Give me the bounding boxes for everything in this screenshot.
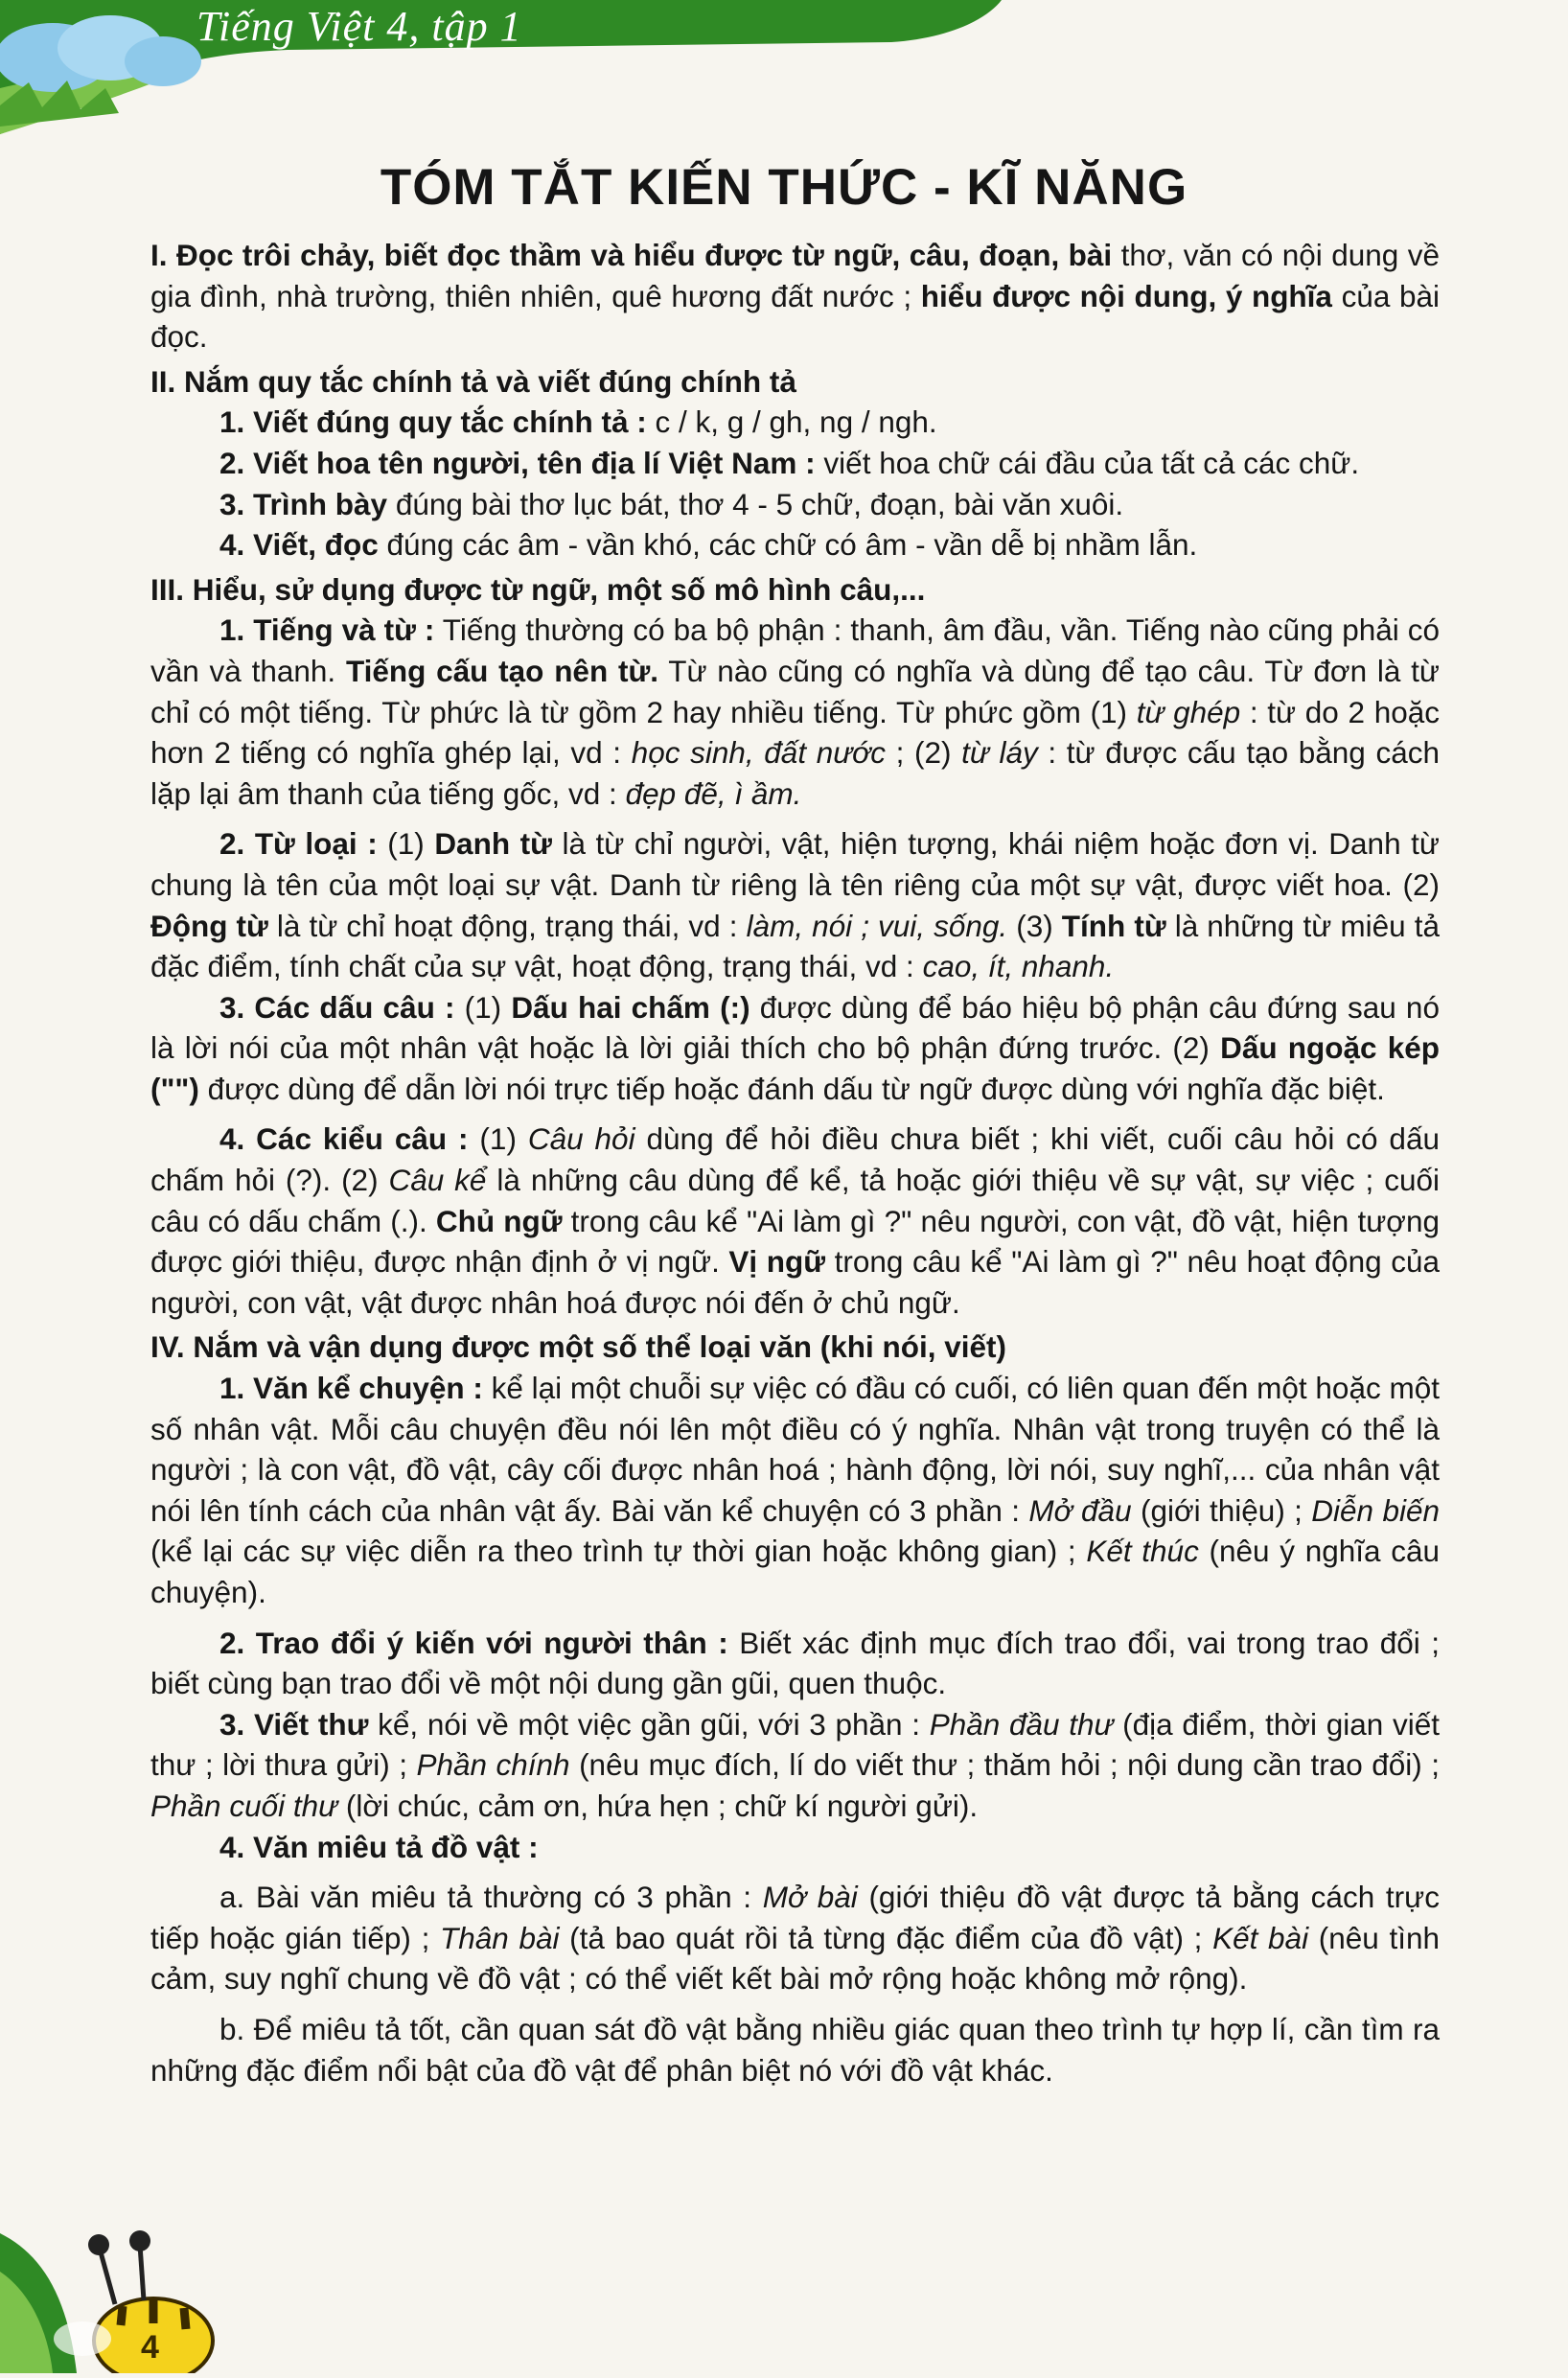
sec4-p5-text: a. Bài văn miêu tả thường có 3 phần : bbox=[219, 1880, 763, 1915]
sec3-p3-text: được dùng để dẫn lời nói trực tiếp hoặc đánh dấu từ ngữ được dùng với nghĩa đặc biệt. bbox=[198, 1071, 1385, 1106]
sec3-p2-italic: cao, ít, nhanh. bbox=[922, 949, 1115, 984]
sec3-p4-italic: Câu hỏi bbox=[527, 1121, 635, 1157]
sec3-p2-bold: Danh từ bbox=[434, 826, 552, 862]
sec4-p3-label: 3. Viết thư bbox=[219, 1706, 369, 1742]
sec3-p1-italic: từ láy bbox=[961, 735, 1038, 771]
sec3-p4-italic: Câu kể bbox=[388, 1163, 487, 1198]
sec3-p4-label: 4. Các kiểu câu : bbox=[219, 1121, 469, 1157]
sec3-p3-bold: Dấu ngoặc kép ("") bbox=[150, 1030, 1440, 1106]
sec4-p5-italic: Kết bài bbox=[1212, 1920, 1309, 1955]
sec3-p2-label: 2. Từ loại : bbox=[219, 826, 378, 862]
sec3-p3-bold: Dấu hai chấm (:) bbox=[511, 989, 750, 1025]
sec4-p1-text: (kể lại các sự việc diễn ra theo trình tự thời gian hoặc không gian) ; bbox=[150, 1534, 1087, 1569]
sec4-p3-text: (địa điểm, thời gian viết thư ; lời thưa gửi) ; bbox=[150, 1706, 1440, 1783]
sec4-p1-text: (nêu ý nghĩa câu chuyện). bbox=[150, 1534, 1440, 1609]
sec4-para-4 bbox=[150, 1827, 1440, 1868]
sec3-p4-bold: Chủ ngữ bbox=[435, 1203, 563, 1238]
sec2-item-2 bbox=[150, 443, 1440, 484]
sec2-i4-text: đúng các âm - vần khó, các chữ có âm - vần dễ bị nhầm lẫn. bbox=[378, 527, 1198, 563]
sec3-p4-text: trong câu kể "Ai làm gì ?" nêu người, con vật, đồ vật, hiện tượng được giới thiệu, được nhận định ở vị ngữ. bbox=[150, 1203, 1440, 1280]
sec3-para-1 bbox=[150, 610, 1440, 814]
sec1-text-d: của bài đọc. bbox=[150, 278, 1440, 355]
sec3-p1-text: Tiếng thường có ba bộ phận : thanh, âm đầu, vần. Tiếng nào cũng phải có vần và thanh. bbox=[150, 612, 1440, 688]
sec3-p4-text: (1) bbox=[468, 1121, 528, 1157]
page-title: TÓM TẮT KIẾN THỨC - KĨ NĂNG bbox=[380, 159, 1188, 216]
sec3-p4-text: trong câu kể "Ai làm gì ?" nêu hoạt động của người, con vật, vật được nhân hoá được nói đến ở chủ ngữ. bbox=[150, 1244, 1440, 1320]
sec3-p1-bold: Tiếng cấu tạo nên từ. bbox=[345, 653, 659, 688]
sec4-p5-italic: Mở bài bbox=[762, 1880, 858, 1915]
page-number: 4 bbox=[141, 2329, 159, 2366]
sec4-para-1 bbox=[150, 1368, 1440, 1613]
sec4-p3-text: (lời chúc, cảm ơn, hứa hẹn ; chữ kí người gửi). bbox=[337, 1788, 979, 1823]
sec3-p1-italic: học sinh, đất nước bbox=[631, 735, 886, 771]
sec3-p4-bold: Vị ngữ bbox=[728, 1244, 826, 1280]
sec3-p1-italic: đẹp đẽ, ì ầm. bbox=[625, 775, 802, 811]
sec3-p1-label: 1. Tiếng và từ : bbox=[219, 612, 435, 648]
sec3-p2-text: là những từ miêu tả đặc điểm, tính chất của sự vật, hoạt động, trạng thái, vd : bbox=[150, 908, 1440, 984]
sec3-p1-italic: từ ghép bbox=[1136, 694, 1241, 729]
sec4-p1-text: (giới thiệu) ; bbox=[1131, 1492, 1312, 1528]
sec4-p5-italic: Thân bài bbox=[440, 1920, 560, 1955]
sec3-p3-text: được dùng để báo hiệu bộ phận câu đứng sau nó là lời nói của một nhân vật hoặc là lời giải thích cho bộ phận đứng trước. (2) bbox=[150, 989, 1440, 1066]
sec3-p3-label: 3. Các dấu câu : bbox=[219, 989, 455, 1025]
sec4-p5-text: (nêu tình cảm, suy nghĩ chung về đồ vật ; có thể viết kết bài mở rộng hoặc không mở rộng). bbox=[150, 1920, 1440, 1997]
sec2-i1-text: c / k, g / gh, ng / ngh. bbox=[646, 404, 937, 440]
sec3-para-2 bbox=[150, 823, 1440, 986]
sec3-p2-text: (1) bbox=[377, 826, 435, 862]
header-band bbox=[0, 0, 1568, 144]
sec1-text-b: thơ, văn có nội dung về gia đình, nhà trường, thiên nhiên, quê hương đất nước ; bbox=[150, 238, 1440, 313]
sec2-item-1 bbox=[150, 402, 1440, 443]
sec3-p2-bold: Tính từ bbox=[1061, 908, 1166, 943]
sec2-i3-text: đúng bài thơ lục bát, thơ 4 - 5 chữ, đoạn, bài văn xuôi. bbox=[387, 486, 1124, 521]
sec4-p2-text: Biết xác định mục đích trao đổi, vai trong trao đổi ; biết cùng bạn trao đổi về một nội dung gần gũi, quen thuộc. bbox=[150, 1625, 1440, 1701]
sec3-p4-text: là những câu dùng để kể, tả hoặc giới thiệu về sự vật, sự việc ; cuối câu có dấu chấm (.). bbox=[150, 1163, 1440, 1238]
page-content bbox=[150, 235, 1440, 2090]
sec2-item-3 bbox=[150, 484, 1440, 525]
sec3-p1-text: ; (2) bbox=[885, 735, 962, 771]
sec2-item-4 bbox=[150, 524, 1440, 566]
sec1-bold-c: hiểu được nội dung, ý nghĩa bbox=[920, 278, 1332, 313]
sec2-i1-label: 1. Viết đúng quy tắc chính tả : bbox=[219, 404, 647, 440]
sec4-p1-label: 1. Văn kể chuyện : bbox=[219, 1371, 483, 1406]
sec4-p1-italic: Kết thúc bbox=[1086, 1534, 1199, 1569]
sec4-p3-text: kể, nói về một việc gần gũi, với 3 phần : bbox=[368, 1706, 930, 1742]
section-4-heading: IV. Nắm và vận dụng được một số thể loại văn (khi nói, viết) bbox=[150, 1329, 1006, 1365]
sec4-p3-italic: Phần chính bbox=[416, 1747, 570, 1783]
sec3-para-4 bbox=[150, 1119, 1440, 1323]
sec1-bold-a: I. Đọc trôi chảy, biết đọc thầm và hiểu được từ ngữ, câu, đoạn, bài bbox=[150, 238, 1113, 272]
sec4-p6-text: b. Để miêu tả tốt, cần quan sát đồ vật bằng nhiều giác quan theo trình tự hợp lí, cần tìm ra những đặc điểm nổi bật của đồ vật để phân biệt nó với đồ vật khác. bbox=[150, 2011, 1440, 2088]
sec4-para-3 bbox=[150, 1704, 1440, 1827]
sec3-p1-text: : từ được cấu tạo bằng cách lặp lại âm thanh của tiếng gốc, vd : bbox=[150, 735, 1440, 811]
sec3-p3-text: (1) bbox=[454, 989, 512, 1025]
sec4-p1-text: kể lại một chuỗi sự việc có đầu có cuối, có liên quan đến một hoặc một số nhân vật. Mỗi câu chuyện đều nói lên một điều có ý nghĩa. Nhân vật trong truyện có thể là người ; là con vật, đồ vật, cây cối được nhân hoá ; hành động, lời nói, suy nghĩ,... của nhân vật nói lên tính cách của nhân vật ấy. Bài văn kể chuyện có 3 phần : bbox=[150, 1371, 1440, 1528]
sec4-p3-italic: Phần đầu thư bbox=[929, 1706, 1114, 1742]
sec2-i3-label: 3. Trình bày bbox=[219, 486, 388, 521]
section-2-heading: II. Nắm quy tắc chính tả và viết đúng chính tả bbox=[150, 363, 796, 399]
sec3-p2-text: là từ chỉ người, vật, hiện tượng, khái niệm hoặc đơn vị. Danh từ chung là tên của một loại sự vật. Danh từ riêng là tên riêng của một sự vật, được viết hoa. (2) bbox=[150, 826, 1440, 902]
sec4-p3-text: (nêu mục đích, lí do viết thư ; thăm hỏi ; nội dung cần trao đổi) ; bbox=[569, 1747, 1440, 1783]
sec2-i2-text: viết hoa chữ cái đầu của tất cả các chữ. bbox=[815, 445, 1360, 480]
sec3-p2-text: (3) bbox=[1007, 908, 1062, 943]
sec4-para-6 bbox=[150, 2009, 1440, 2090]
sec2-i2-label: 2. Viết hoa tên người, tên địa lí Việt Nam : bbox=[219, 445, 816, 480]
section-1 bbox=[150, 235, 1440, 358]
section-3-heading: III. Hiểu, sử dụng được từ ngữ, một số mô hình câu,... bbox=[150, 571, 926, 607]
sec4-p1-italic: Mở đầu bbox=[1028, 1492, 1132, 1528]
book-title: Tiếng Việt 4, tập 1 bbox=[196, 3, 522, 50]
sec3-para-3 bbox=[150, 987, 1440, 1110]
sec4-p3-italic: Phần cuối thư bbox=[150, 1788, 338, 1823]
sec4-para-2 bbox=[150, 1623, 1440, 1704]
sec3-p1-text: : từ do 2 hoặc hơn 2 tiếng có nghĩa ghép lại, vd : bbox=[150, 694, 1440, 771]
sec4-p1-italic: Diễn biến bbox=[1311, 1492, 1441, 1528]
sec4-para-5 bbox=[150, 1877, 1440, 1999]
sec3-p2-italic: làm, nói ; vui, sống. bbox=[746, 908, 1008, 943]
sec4-p2-label: 2. Trao đổi ý kiến với người thân : bbox=[219, 1625, 728, 1660]
sec2-i4-label: 4. Viết, đọc bbox=[219, 527, 379, 563]
sec3-p4-text: dùng để hỏi điều chưa biết ; khi viết, cuối câu hỏi có dấu chấm hỏi (?). (2) bbox=[150, 1121, 1440, 1198]
sec4-p5-text: (tả bao quát rồi tả từng đặc điểm của đồ vật) ; bbox=[559, 1920, 1213, 1955]
sec3-p2-bold: Động từ bbox=[150, 908, 268, 943]
sec4-p5-text: (giới thiệu đồ vật được tả bằng cách trực tiếp hoặc gián tiếp) ; bbox=[150, 1880, 1440, 1955]
sec4-p4-label: 4. Văn miêu tả đồ vật : bbox=[219, 1829, 539, 1864]
sec3-p2-text: là từ chỉ hoạt động, trạng thái, vd : bbox=[267, 908, 747, 943]
bee-mascot-icon bbox=[0, 2195, 230, 2373]
sec3-p1-text: Từ nào cũng có nghĩa và dùng để tạo câu. Từ đơn là từ chỉ có một tiếng. Từ phức là từ gồm 2 hay nhiều tiếng. Từ phức gồm (1) bbox=[150, 653, 1440, 729]
